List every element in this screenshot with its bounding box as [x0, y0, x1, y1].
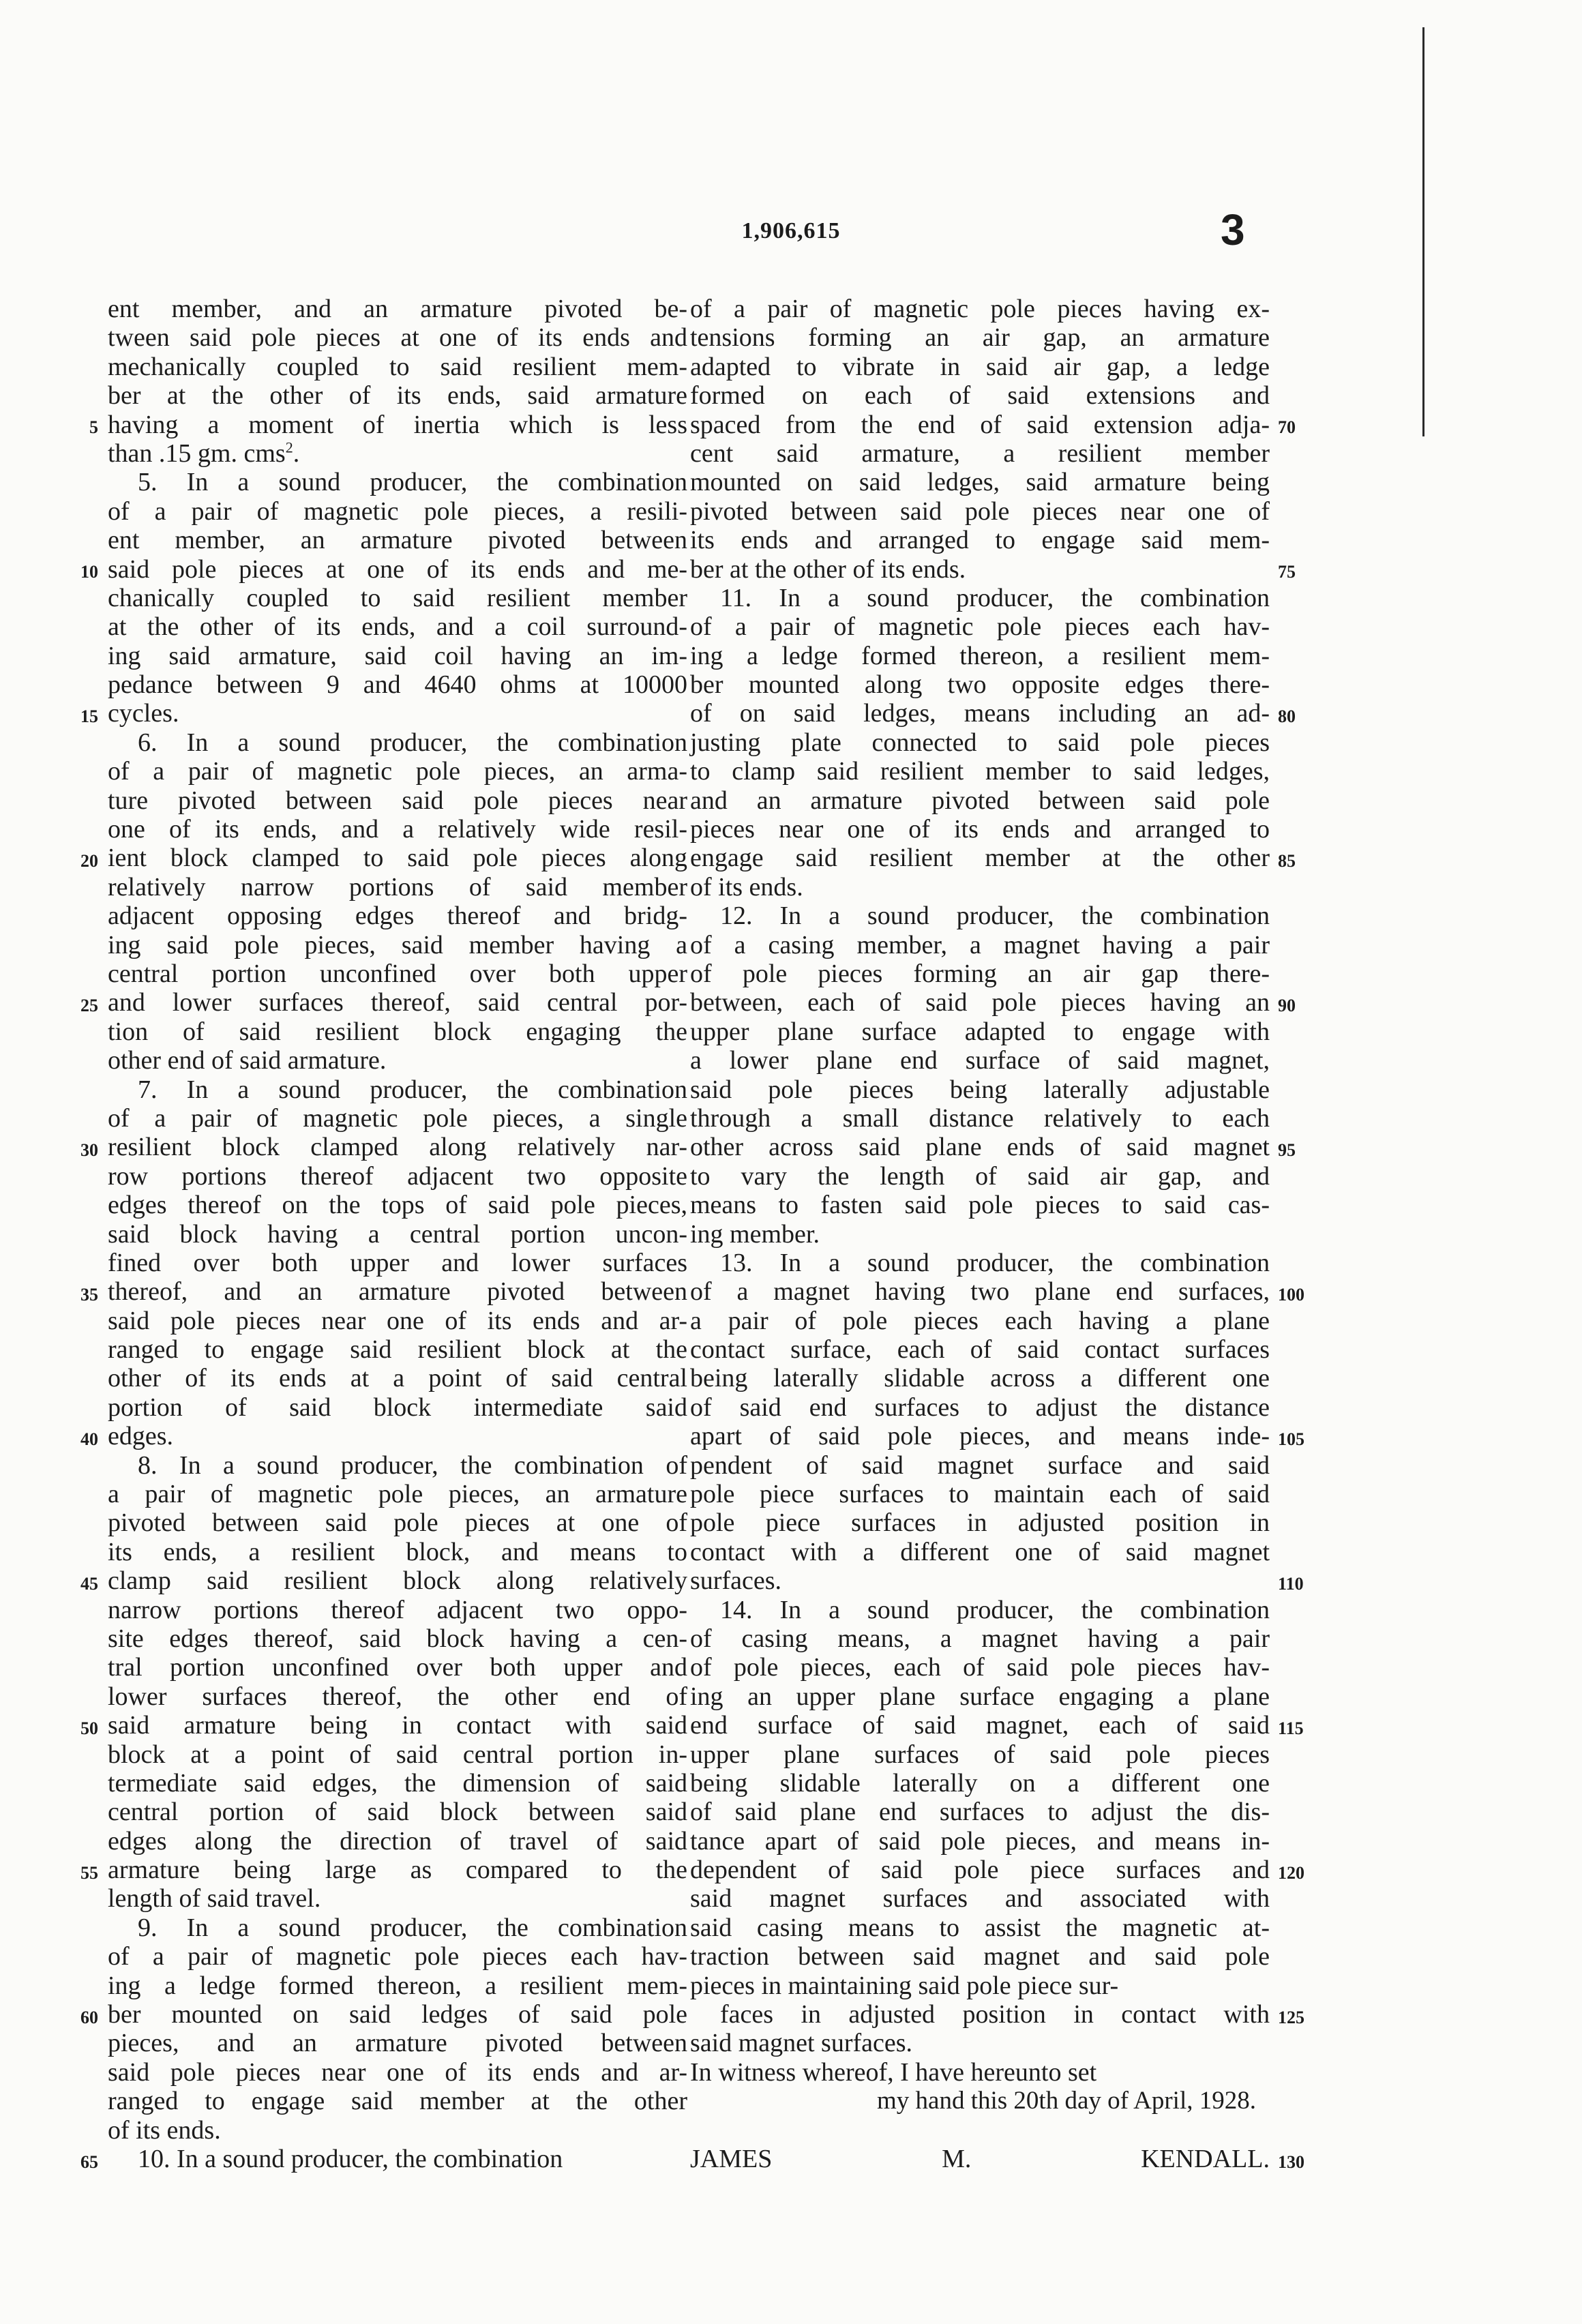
text-line: lower surfaces thereof, the other end of	[108, 1682, 687, 1711]
text-line: between, each of said pole pieces having an	[690, 988, 1270, 1017]
text-line: said magnet surfaces and associated with	[690, 1884, 1270, 1913]
line-number: 50	[80, 1718, 98, 1738]
text-line: narrow portions thereof adjacent two oppo-	[108, 1595, 687, 1624]
text-line: of a magnet having two plane end surfaces,	[690, 1277, 1270, 1307]
text-line: surfaces.	[690, 1566, 781, 1596]
text-line: formed on each of said extensions and	[690, 381, 1270, 411]
text-line: traction between said magnet and said pole	[690, 1942, 1270, 1971]
text-line: means to fasten said pole pieces to said cas-	[690, 1191, 1270, 1220]
text-line	[690, 2116, 1270, 2145]
text-line: of a pair of magnetic pole pieces each hav-	[690, 612, 1270, 642]
line-number: 120	[1278, 1862, 1304, 1883]
text-line: cycles.	[108, 699, 179, 728]
text-line: mechanically coupled to said resilient mem-	[108, 352, 687, 381]
text-line: ranged to engage said member at the other	[108, 2087, 687, 2116]
text-line: JAMES M. KENDALL.	[690, 2145, 1270, 2173]
text-line: 14. In a sound producer, the combination	[720, 1595, 1270, 1624]
text-line: central portion unconfined over both upper	[108, 959, 687, 988]
text-line: thereof, and an armature pivoted between	[108, 1277, 687, 1307]
text-line: of a pair of magnetic pole pieces, a single	[108, 1103, 687, 1133]
text-line: central portion of said block between said	[108, 1798, 687, 1827]
text-line: clamp said resilient block along relatively	[108, 1566, 687, 1596]
text-line: ture pivoted between said pole pieces near	[108, 786, 687, 815]
text-line: termediate said edges, the dimension of said	[108, 1768, 687, 1798]
text-line: block at a point of said central portion in-	[108, 1740, 687, 1769]
line-number: 35	[80, 1284, 98, 1305]
text-line: a pair of pole pieces each having a plane	[690, 1306, 1270, 1335]
line-number: 60	[80, 2007, 98, 2027]
patent-number: 1,906,615	[741, 218, 841, 243]
text-line: tween said pole pieces at one of its ends and	[108, 323, 687, 353]
text-line: ber mounted along two opposite edges there-	[690, 670, 1270, 700]
text-line: 6. In a sound producer, the combination	[138, 728, 687, 757]
text-line: pieces in maintaining said pole piece sur-	[690, 1971, 1119, 2000]
text-line: dependent of said pole piece surfaces and	[690, 1856, 1270, 1885]
text-line: other across said plane ends of said magnet	[690, 1133, 1270, 1162]
text-line: ing said pole pieces, said member having a	[108, 930, 687, 959]
line-number: 90	[1278, 995, 1296, 1015]
text-line: tance apart of said pole pieces, and means in-	[690, 1826, 1270, 1856]
text-line: contact surface, each of said contact surfaces	[690, 1335, 1270, 1365]
text-line: armature being large as compared to the	[108, 1856, 687, 1885]
text-line: 13. In a sound producer, the combination	[720, 1248, 1270, 1277]
text-line: other of its ends at a point of said central	[108, 1364, 687, 1393]
text-line: of a pair of magnetic pole pieces having ex-	[690, 295, 1270, 323]
text-line: said pole pieces being laterally adjustable	[690, 1075, 1270, 1104]
text-line: ranged to engage said resilient block at the	[108, 1335, 687, 1365]
text-line: edges thereof on the tops of said pole pieces,	[108, 1191, 687, 1220]
text-line: contact with a different one of said magnet	[690, 1537, 1270, 1566]
text-line: of on said ledges, means including an ad-	[690, 699, 1270, 728]
text-line: its ends, a resilient block, and means to	[108, 1537, 687, 1566]
text-line: justing plate connected to said pole pieces	[690, 728, 1270, 757]
text-line: upper plane surface adapted to engage with	[690, 1017, 1270, 1046]
line-number: 80	[1278, 706, 1296, 726]
text-line: relatively narrow portions of said member	[108, 872, 687, 902]
text-line: 11. In a sound producer, the combination	[720, 583, 1270, 612]
line-number: 105	[1278, 1429, 1304, 1449]
text-line: adapted to vibrate in said air gap, a ledge	[690, 352, 1270, 381]
text-line: a lower plane end surface of said magnet,	[690, 1046, 1270, 1075]
text-line: mounted on said ledges, said armature being	[690, 468, 1270, 497]
text-line: tensions forming an air gap, an armature	[690, 323, 1270, 353]
text-line: 12. In a sound producer, the combination	[720, 902, 1270, 931]
line-number: 115	[1278, 1718, 1304, 1738]
text-line: and an armature pivoted between said pole	[690, 786, 1270, 815]
text-line: said armature being in contact with said	[108, 1711, 687, 1740]
text-line: faces in adjusted position in contact with	[720, 2000, 1270, 2029]
text-line: of its ends.	[690, 872, 803, 902]
text-line: of a pair of magnetic pole pieces, an arma-	[108, 757, 687, 786]
text-line: than .15 gm. cms$^2$.	[108, 438, 300, 468]
text-line: 7. In a sound producer, the combination	[138, 1075, 687, 1104]
text-line: ber mounted on said ledges of said pole	[108, 2000, 687, 2029]
text-line: chanically coupled to said resilient member	[108, 583, 687, 612]
text-line: being slidable laterally on a different one	[690, 1768, 1270, 1798]
text-line: In witness whereof, I have hereunto set	[690, 2057, 1097, 2087]
line-number: 5	[89, 417, 98, 437]
line-number: 100	[1278, 1284, 1304, 1305]
text-line: said pole pieces near one of its ends and ar-	[108, 2057, 687, 2087]
text-line: of a pair of magnetic pole pieces, a resili-	[108, 496, 687, 526]
line-number: 55	[80, 1862, 98, 1883]
right-text-column	[690, 295, 1270, 2173]
line-number: 110	[1278, 1573, 1304, 1594]
text-line: 5. In a sound producer, the combination	[138, 468, 687, 497]
text-line: end surface of said magnet, each of said	[690, 1711, 1270, 1740]
text-line: ber at the other of its ends.	[690, 554, 966, 584]
text-line: fined over both upper and lower surfaces	[108, 1248, 687, 1277]
text-line: pieces near one of its ends and arranged to	[690, 815, 1270, 844]
text-line: engage said resilient member at the other	[690, 844, 1270, 873]
text-line: pivoted between said pole pieces near one of	[690, 496, 1270, 526]
text-line: its ends and arranged to engage said mem-	[690, 526, 1270, 555]
line-number: 65	[80, 2151, 98, 2172]
text-line: 10. In a sound producer, the combination	[138, 2145, 563, 2173]
text-line: of a pair of magnetic pole pieces each hav-	[108, 1942, 687, 1971]
text-line: of said end surfaces to adjust the distance	[690, 1392, 1270, 1422]
text-line: upper plane surfaces of said pole pieces	[690, 1740, 1270, 1769]
text-line: length of said travel.	[108, 1884, 321, 1913]
line-number: 130	[1278, 2151, 1304, 2172]
text-line: and lower surfaces thereof, said central por-	[108, 988, 687, 1017]
line-number: 25	[80, 995, 98, 1015]
text-line: site edges thereof, said block having a cen-	[108, 1624, 687, 1653]
text-line: edges.	[108, 1422, 174, 1451]
text-line: ent member, an armature pivoted between	[108, 526, 687, 555]
text-line: of its ends.	[108, 2115, 221, 2145]
line-number: 20	[80, 850, 98, 871]
line-number: 125	[1278, 2007, 1304, 2027]
text-line: said block having a central portion uncon-	[108, 1219, 687, 1249]
text-line: resilient block clamped along relatively nar-	[108, 1133, 687, 1162]
text-line: tral portion unconfined over both upper and	[108, 1653, 687, 1682]
text-line: said magnet surfaces.	[690, 2029, 913, 2058]
text-line: of said plane end surfaces to adjust the dis-	[690, 1798, 1270, 1827]
text-line: 9. In a sound producer, the combination	[138, 1913, 687, 1942]
line-number: 15	[80, 706, 98, 726]
text-line: ent member, and an armature pivoted be-	[108, 295, 687, 323]
line-number: 70	[1278, 417, 1296, 437]
line-number: 45	[80, 1573, 98, 1594]
text-line: through a small distance relatively to each	[690, 1103, 1270, 1133]
line-number: 95	[1278, 1139, 1296, 1160]
text-line: pedance between 9 and 4640 ohms at 10000	[108, 670, 687, 700]
text-line: said casing means to assist the magnetic at-	[690, 1913, 1270, 1942]
line-number: 30	[80, 1139, 98, 1160]
text-line: pendent of said magnet surface and said	[690, 1450, 1270, 1480]
text-line: of a casing member, a magnet having a pair	[690, 930, 1270, 959]
line-number: 40	[80, 1429, 98, 1449]
text-line: adjacent opposing edges thereof and bridg-	[108, 902, 687, 931]
text-line: ber at the other of its ends, said armature	[108, 381, 687, 411]
text-line: pole piece surfaces to maintain each of said	[690, 1480, 1270, 1509]
text-line: one of its ends, and a relatively wide resil-	[108, 815, 687, 844]
signature: my hand this 20th day of April, 1928.	[877, 2087, 1256, 2115]
text-line: ing an upper plane surface engaging a plane	[690, 1682, 1270, 1711]
text-line: ing said armature, said coil having an im-	[108, 641, 687, 670]
text-line: row portions thereof adjacent two opposite	[108, 1161, 687, 1191]
text-line: spaced from the end of said extension adja-	[690, 410, 1270, 439]
text-line: a pair of magnetic pole pieces, an armature	[108, 1480, 687, 1509]
text-line: ient block clamped to said pole pieces along	[108, 844, 687, 873]
text-line: other end of said armature.	[108, 1046, 387, 1075]
line-number: 75	[1278, 561, 1296, 582]
text-line: ing a ledge formed thereon, a resilient mem-	[690, 641, 1270, 670]
text-line: of casing means, a magnet having a pair	[690, 1624, 1270, 1653]
line-number: 10	[80, 561, 98, 582]
text-line: pivoted between said pole pieces at one of	[108, 1508, 687, 1538]
text-line: ing a ledge formed thereon, a resilient mem-	[108, 1971, 687, 2000]
text-line: pieces, and an armature pivoted between	[108, 2029, 687, 2058]
text-line: ing member.	[690, 1219, 820, 1249]
text-line: said pole pieces near one of its ends and ar-	[108, 1306, 687, 1335]
line-number: 85	[1278, 850, 1296, 871]
text-line: apart of said pole pieces, and means inde-	[690, 1422, 1270, 1451]
text-line: tion of said resilient block engaging the	[108, 1017, 687, 1046]
text-line: to vary the length of said air gap, and	[690, 1161, 1270, 1191]
text-line: of pole pieces forming an air gap there-	[690, 959, 1270, 988]
left-text-column	[108, 295, 687, 2173]
text-line: portion of said block intermediate said	[108, 1392, 687, 1422]
text-line: 8. In a sound producer, the combination of	[138, 1450, 687, 1480]
page-number: 3	[1221, 205, 1245, 254]
text-line: pole piece surfaces in adjusted position in	[690, 1508, 1270, 1538]
text-line: cent said armature, a resilient member	[690, 438, 1270, 468]
text-line: to clamp said resilient member to said ledges,	[690, 757, 1270, 786]
text-line: edges along the direction of travel of said	[108, 1826, 687, 1856]
text-line: at the other of its ends, and a coil surround-	[108, 612, 687, 642]
text-line: having a moment of inertia which is less	[108, 410, 687, 439]
text-line: being laterally slidable across a different one	[690, 1364, 1270, 1393]
text-line: of pole pieces, each of said pole pieces hav-	[690, 1653, 1270, 1682]
text-line: said pole pieces at one of its ends and me-	[108, 554, 687, 584]
